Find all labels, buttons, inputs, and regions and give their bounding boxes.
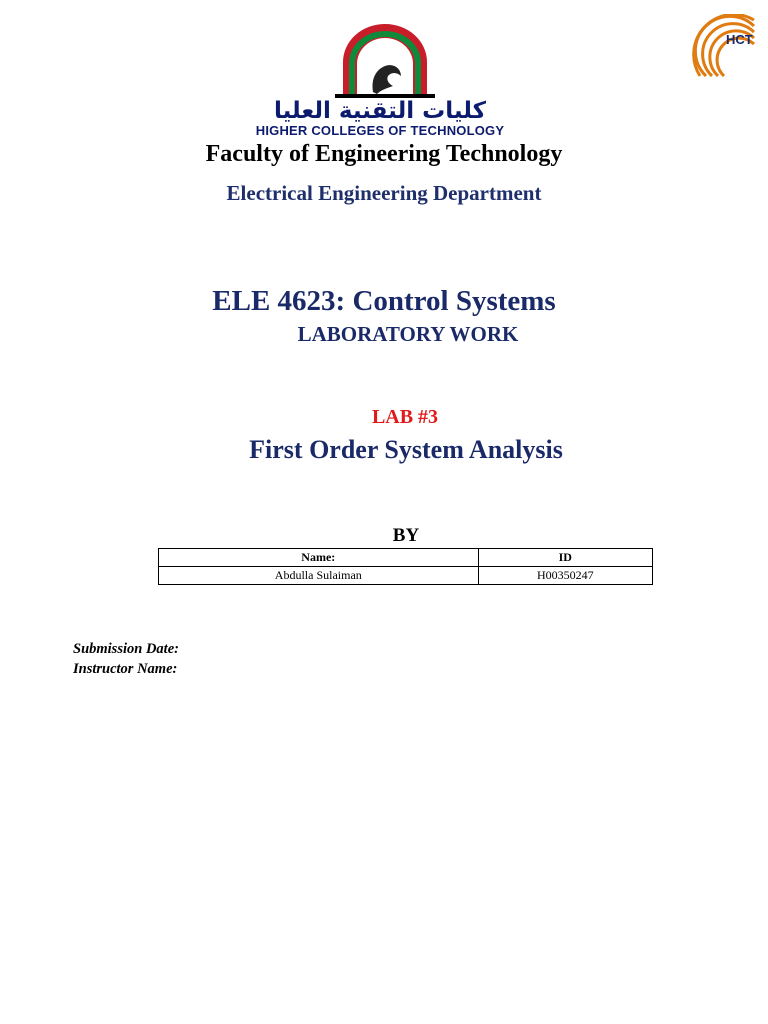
id-header: ID xyxy=(478,549,652,567)
hct-corner-logo-icon xyxy=(692,14,758,82)
course-title: ELE 4623: Control Systems xyxy=(212,285,556,317)
hct-corner-text: HCT xyxy=(726,32,753,47)
lab-title: First Order System Analysis xyxy=(249,435,563,464)
by-label: BY xyxy=(392,525,420,546)
student-table xyxy=(158,548,653,585)
instructor-name-label: Instructor Name: xyxy=(73,661,178,677)
college-english-name: HIGHER COLLEGES OF TECHNOLOGY xyxy=(255,123,505,138)
student-name-cell: Abdulla Sulaiman xyxy=(159,567,479,585)
submission-date-label: Submission Date: xyxy=(73,641,179,657)
faculty-title: Faculty of Engineering Technology xyxy=(205,141,563,167)
department-title: Electrical Engineering Department xyxy=(226,181,542,205)
table-row xyxy=(159,567,653,585)
college-arabic-name: كليات التقنية العليا xyxy=(273,98,487,124)
table-header-row xyxy=(159,549,653,567)
hct-emblem-logo xyxy=(335,22,435,98)
name-header: Name: xyxy=(159,549,479,567)
student-id-cell: H00350247 xyxy=(478,567,652,585)
lab-work-subtitle: LABORATORY WORK xyxy=(297,322,519,346)
lab-number: LAB #3 xyxy=(371,406,439,428)
